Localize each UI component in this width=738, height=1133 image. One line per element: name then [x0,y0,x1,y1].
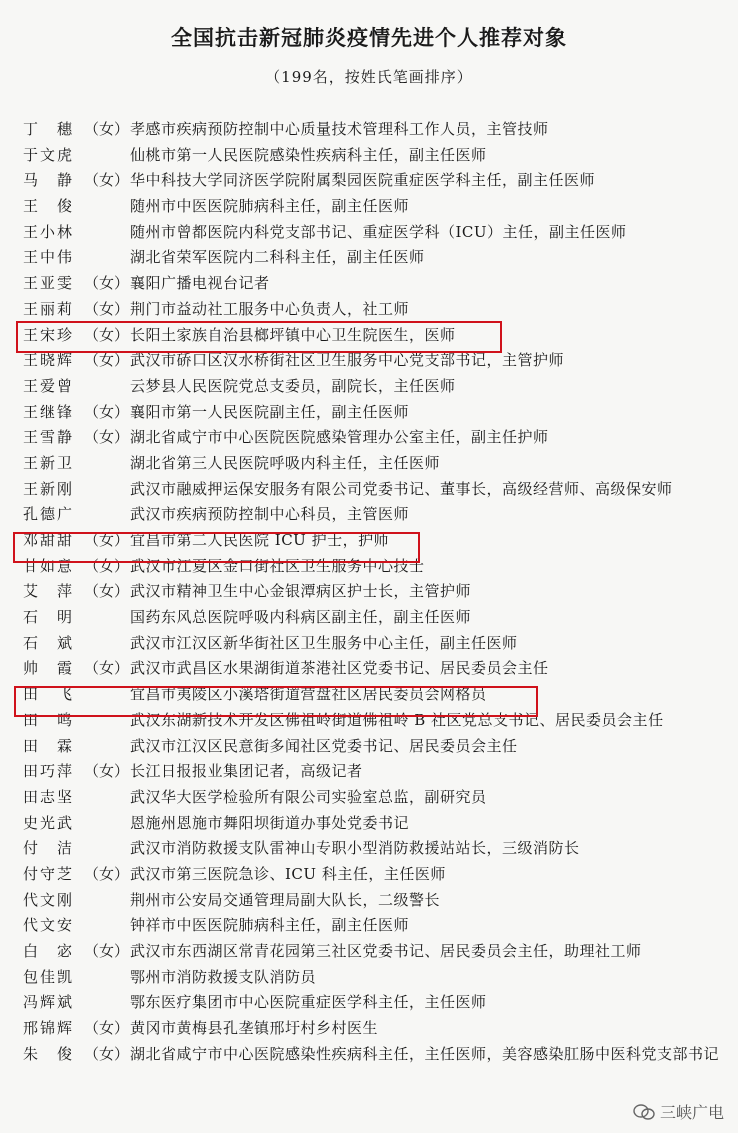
list-item [0,990,738,1016]
list-item [0,400,738,426]
nominee-description: 襄阳市第一人民医院副主任，副主任医师 [130,402,410,421]
nominee-description: 鄂州市消防救援支队消防员 [130,967,317,986]
list-item [0,605,738,631]
nominee-description: 恩施州恩施市舞阳坝街道办事处党委书记 [130,813,410,832]
nominee-name: 王新卫 [23,453,75,472]
nominee-name: 王雪静 [23,428,75,447]
nominee-description: 长阳土家族自治县榔坪镇中心卫生院医生，医师 [130,325,456,344]
nominee-name: 田 飞 [23,685,75,704]
nominee-gender: （女） [84,556,130,575]
nominee-name: 马 静 [23,171,75,190]
page-subtitle: （199名，按姓氏笔画排序） [265,68,473,86]
nominee-description: 武汉市消防救援支队雷神山专职小型消防救援站站长，三级消防长 [130,839,580,858]
nominee-name: 王爱曾 [23,376,75,395]
nominee-description: 黄冈市黄梅县孔垄镇邢圩村乡村医生 [130,1019,379,1038]
nominee-name: 邓甜甜 [23,531,75,549]
nominee-name: 朱 俊 [23,1044,75,1063]
nominee-description: 武汉市江汉区新华街社区卫生服务中心主任，副主任医师 [130,633,518,652]
nominee-description: 荆门市益动社工服务中心负责人，社工师 [130,299,410,318]
list-item [0,245,738,271]
list-item [0,477,738,503]
nominee-description: 湖北省荣军医院内二科科主任，副主任医师 [130,248,425,267]
list-item [0,323,738,349]
nominee-description: 襄阳广播电视台记者 [130,274,270,293]
list-item [0,425,738,451]
nominee-description: 武汉东湖新技术开发区佛祖岭街道佛祖岭 B 社区党总支书记、居民委员会主任 [130,710,664,729]
nominee-name: 付 洁 [23,839,75,858]
nominee-description: 武汉市武昌区水果湖街道茶港社区党委书记、居民委员会主任 [130,659,549,678]
nominee-name: 付守芝 [23,864,75,883]
nominee-gender: （女） [84,762,130,781]
nominee-description: 国药东风总医院呼吸内科病区副主任，副主任医师 [130,608,472,627]
nominee-description: 武汉市融威押运保安服务有限公司党委书记、董事长，高级经营师、高级保安师 [130,479,673,498]
list-item [0,734,738,760]
nominee-gender: （女） [84,531,130,549]
nominee-description: 湖北省咸宁市中心医院感染性疾病科主任，主任医师，美容感染肛肠中医科党支部书记 [130,1044,720,1063]
list-item [0,143,738,169]
nominee-name: 王小林 [23,222,75,241]
list-item [0,528,738,554]
nominee-name: 田 鸣 [23,710,75,729]
nominee-gender: （女） [84,428,130,447]
nominee-description: 云梦县人民医院党总支委员，副院长，主任医师 [130,376,456,395]
nominee-description: 湖北省第三人民医院呼吸内科主任，主任医师 [130,453,441,472]
page-title: 全国抗击新冠肺炎疫情先进个人推荐对象 [171,25,567,50]
list-item [0,1016,738,1042]
nominee-name: 王中伟 [23,248,75,267]
list-item [0,888,738,914]
nominee-name: 王亚雯 [23,274,75,293]
nominee-name: 白 宓 [23,942,75,960]
nominee-gender: （女） [84,325,130,344]
nominee-description: 仙桃市第一人民医院感染性疾病科主任，副主任医师 [130,145,487,164]
list-item [0,579,738,605]
list-item [0,965,738,991]
nominee-gender: （女） [84,942,130,960]
nominee-gender: （女） [84,864,130,883]
watermark [633,1100,724,1123]
list-item [0,682,738,708]
nominee-description: 武汉市精神卫生中心金银潭病区护士长，主管护师 [130,582,472,601]
list-item [0,811,738,837]
list-item [0,502,738,528]
nominee-name: 代文安 [23,916,75,935]
nominee-description: 长江日报报业集团记者，高级记者 [130,762,363,781]
nominee-gender: （女） [84,171,130,190]
nominee-name: 王新刚 [23,479,75,498]
nominee-name: 史光武 [23,813,75,832]
list-item [0,862,738,888]
nominee-description: 湖北省咸宁市中心医院医院感染管理办公室主任，副主任护师 [130,428,549,447]
nominee-description: 武汉华大医学检验所有限公司实验室总监，副研究员 [130,787,487,806]
nominee-description: 荆州市公安局交通管理局副大队长，二级警长 [130,890,441,909]
list-item [0,117,738,143]
nominee-name: 王 俊 [23,197,75,216]
nominee-gender: （女） [84,1044,130,1063]
nominee-gender: （女） [84,351,130,370]
list-item [0,194,738,220]
nominee-name: 艾 萍 [23,582,75,601]
nominee-name: 田 霖 [23,736,75,755]
nominee-name: 丁 穗 [23,120,75,138]
nominee-name: 石 明 [23,608,75,627]
list-item [0,708,738,734]
list-item [0,271,738,297]
nominee-description: 武汉市江夏区金口街社区卫生服务中心技士 [130,556,425,575]
nominee-name: 孔德广 [23,505,75,524]
nominee-name: 邢锦辉 [23,1019,75,1038]
nominee-name: 王继锋 [23,402,75,421]
nominee-description: 武汉市第三医院急诊、ICU 科主任，主任医师 [130,864,446,883]
nominee-name: 王晓辉 [23,351,75,370]
wechat-icon [633,1104,655,1120]
nominee-description: 武汉市江汉区民意街多闻社区党委书记、居民委员会主任 [130,736,518,755]
nominee-gender: （女） [84,402,130,421]
list-item [0,220,738,246]
nominee-description: 随州市中医医院肺病科主任，副主任医师 [130,197,410,216]
nominee-name: 于文虎 [23,145,75,164]
nominee-gender: （女） [84,582,130,601]
nominee-description: 钟祥市中医医院肺病科主任，副主任医师 [130,916,410,935]
list-item [0,836,738,862]
nominee-description: 宜昌市第二人民医院 ICU 护士，护师 [130,531,390,549]
nominee-name: 代文刚 [23,890,75,909]
list-item [0,656,738,682]
nominee-description: 鄂东医疗集团市中心医院重症医学科主任，主任医师 [130,993,487,1012]
list-item [0,348,738,374]
nominee-name: 石 斌 [23,633,75,652]
list-item [0,297,738,323]
nominee-name: 田志坚 [23,787,75,806]
nominee-gender: （女） [84,120,130,138]
nominee-name: 包佳凯 [23,967,75,986]
nominee-name: 王丽莉 [23,299,75,318]
list-item [0,759,738,785]
nominee-name: 甘如意 [23,556,75,575]
nominee-gender: （女） [84,299,130,318]
nominee-description: 孝感市疾病预防控制中心质量技术管理科工作人员，主管技师 [130,120,549,138]
nominee-description: 武汉市东西湖区常青花园第三社区党委书记、居民委员会主任，助理社工师 [130,942,642,960]
list-item [0,631,738,657]
nominee-description: 随州市曾都医院内科党支部书记、重症医学科（ICU）主任，副主任医师 [130,222,627,241]
nominee-description: 武汉市疾病预防控制中心科员，主管医师 [130,505,410,524]
list-item [0,554,738,580]
nominee-gender: （女） [84,274,130,293]
nominee-name: 冯辉斌 [23,993,75,1012]
list-item [0,939,738,965]
list-item [0,374,738,400]
list-item [0,451,738,477]
list-item [0,785,738,811]
nominee-name: 帅 霞 [23,659,75,678]
nominee-name: 田巧萍 [23,762,75,781]
nominee-description: 华中科技大学同济医学院附属梨园医院重症医学科主任，副主任医师 [130,171,596,190]
nominee-gender: （女） [84,1019,130,1038]
nominee-name: 王宋珍 [23,325,75,344]
nominee-list [0,117,738,1067]
list-item [0,1042,738,1068]
nominee-gender: （女） [84,659,130,678]
nominee-description: 宜昌市夷陵区小溪塔街道营盘社区居民委员会网格员 [130,685,487,704]
nominee-description: 武汉市硚口区汉水桥街社区卫生服务中心党支部书记，主管护师 [130,351,565,370]
watermark-text: 三峡广电 [659,1103,724,1122]
list-item [0,168,738,194]
list-item [0,913,738,939]
